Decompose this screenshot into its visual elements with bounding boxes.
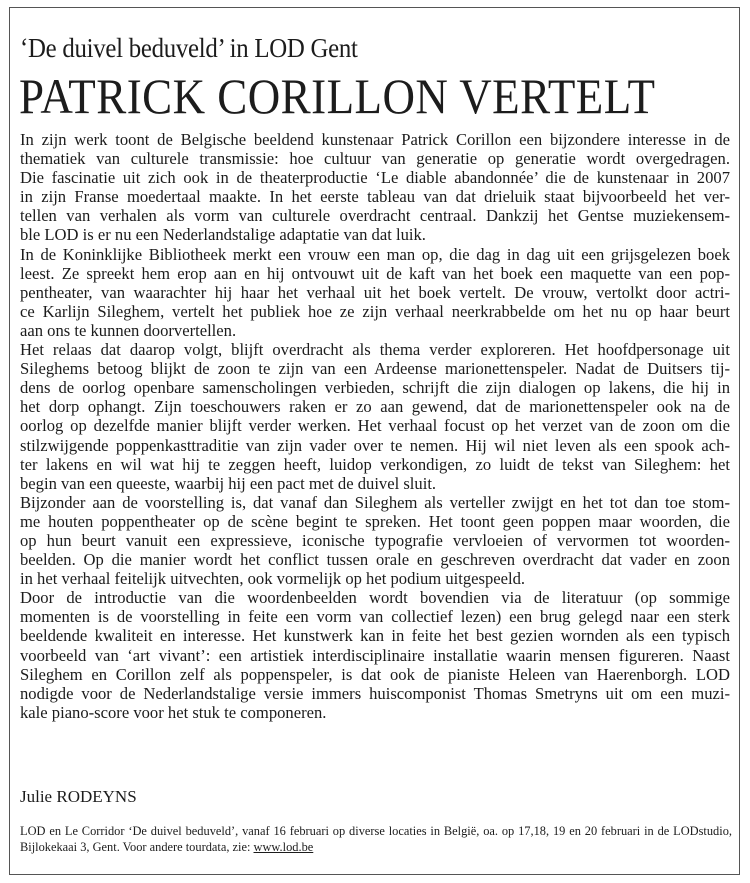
paragraph-line: Bijzonder aan de voorstelling is, dat vanaf dan Sileghem als verteller zwijgt en het tot dan toe stom- xyxy=(20,492,730,512)
paragraph-line: beeldende kwaliteit en interesse. Het kunstwerk kan in feite het best gezien wornden als een typisch xyxy=(20,626,730,646)
paragraph-line: dens de oorlog openbare samenscholingen verbieden, schrijft die zijn dialogen op lakens, die hij in xyxy=(20,378,730,398)
footer-text: Bijlokekaai 3, Gent. Voor andere tourdata, zie: xyxy=(20,840,254,854)
paragraph-line: Het relaas dat daarop volgt, blijft overdracht als thema verder exploreren. Het hoofdpersonage uit xyxy=(20,340,730,360)
paragraph-line: beelden. Op die manier wordt het conflict tussen orale en geschreven overdracht dat vader en zoon xyxy=(20,550,730,570)
paragraph-line: Sileghem en Corillon zelf als poppenspeler, is dat ook de pianiste Heleen van Haerenborgh. LOD xyxy=(20,664,730,684)
article-headline: PATRICK CORILLON VERTELT xyxy=(19,68,656,124)
article-kicker: ‘De duivel beduveld’ in LOD Gent xyxy=(20,33,358,63)
footer-line xyxy=(20,839,732,855)
paragraph-line: Sileghems betoog blijkt de zoon te zijn van een Ardeense marionettenspeler. Nadat de Duitsers tij- xyxy=(20,359,730,379)
article-paragraph xyxy=(20,493,730,588)
paragraph-line: op hun beurt vanuit een expressieve, iconische typografie vervloeien of vervormen tot woorden- xyxy=(20,530,730,550)
article-paragraph xyxy=(20,245,730,340)
paragraph-line: oorlog op dezelfde manier blijft verder werken. Het verhaal focust op het verzet van de zoon om die xyxy=(20,416,730,436)
paragraph-line: momenten is de voorstelling in feite een vorm van collectief lezen) een brug gelegd naar een sterk xyxy=(20,607,730,627)
paragraph-line: begin van een queeste, waarbij hij een pact met de duivel sluit. xyxy=(20,473,437,493)
paragraph-line: voorbeeld van ‘art vivant’: een artistiek interdisciplinaire installatie waarin mensen figureren. Naast xyxy=(20,645,730,665)
article-byline: Julie RODEYNS xyxy=(20,787,137,806)
article-paragraph xyxy=(20,340,730,493)
paragraph-line: nodigde voor de Nederlandstalige versie immers huiscomponist Thomas Smetryns uit om een muzi- xyxy=(20,683,730,703)
paragraph-line: ter lakens en wil wat hij te zeggen heeft, luidop verkondigen, zo luidt de tekst van Sileghem: het xyxy=(20,454,730,474)
paragraph-line: me houten poppentheater op de scène begint te spreken. Het toont geen poppen maar woorden, die xyxy=(20,511,730,531)
paragraph-line: thematiek van culturele transmissie: hoe cultuur van generatie op generatie wordt overgedragen. xyxy=(20,149,730,169)
article-paragraph xyxy=(20,588,730,722)
article-footer xyxy=(20,823,732,855)
paragraph-line: aan ons te kunnen doorvertellen. xyxy=(20,320,237,340)
article-paragraph xyxy=(20,130,730,245)
paragraph-line: leest. Ze spreekt hem erop aan en hij ontvouwt uit de kaft van het boek een maquette van een pop- xyxy=(20,263,730,283)
paragraph-line: tellen van verhalen als vorm van culturele overdracht centraal. Dankzij het Gentse muziekensem- xyxy=(20,206,730,226)
article-body xyxy=(20,130,730,722)
paragraph-line: Die fascinatie uit zich ook in de theaterproductie ‘Le diable abandonnée’ die de kunstenaar in 2007 xyxy=(20,168,730,188)
paragraph-line: stilzwijgende poppenkasttraditie van zijn vader over te nemen. Hij wil niet leven als een spook ach- xyxy=(20,435,730,455)
paragraph-line: in het verhaal feitelijk uitvechten, ook vormelijk op het podium uitgespeeld. xyxy=(20,569,526,589)
paragraph-line: in zijn Franse moedertaal maakte. In het eerste tableau van dat drieluik staat bijvoorbeeld het ver- xyxy=(20,187,730,207)
paragraph-line: Door de introductie van die woordenbeelden wordt bovendien via de literatuur (op sommige xyxy=(20,588,730,608)
paragraph-line: In de Koninklijke Bibliotheek merkt een vrouw een man op, die dag in dag uit een grijsgelezen boek xyxy=(20,244,730,264)
paragraph-line: het dorp ophangt. Zijn toeschouwers raken er zo aan gewend, dat de marionettenspeler ook na de xyxy=(20,397,730,417)
website-link[interactable]: www.lod.be xyxy=(253,840,314,854)
footer-line: LOD en Le Corridor ‘De duivel beduveld’, vanaf 16 februari op diverse locaties in België, oa. op 17,18, 19 en 20 februari in de LODstudio, xyxy=(20,824,732,838)
paragraph-line: kale piano-score voor het stuk te componeren. xyxy=(20,702,327,722)
paragraph-line: In zijn werk toont de Belgische beeldend kunstenaar Patrick Corillon een bijzondere interesse in de xyxy=(20,130,730,149)
paragraph-line: ce Karlijn Sileghem, vertelt het publiek hoe ze zijn verhaal neerkrabbelde om het nu op haar beurt xyxy=(20,301,730,321)
paragraph-line: pentheater, van waarachter hij haar het verhaal uit het boek vertelt. De vrouw, vertolkt door actri- xyxy=(20,282,730,302)
paragraph-line: ble LOD is er nu een Nederlandstalige adaptatie van dat luik. xyxy=(20,225,426,245)
